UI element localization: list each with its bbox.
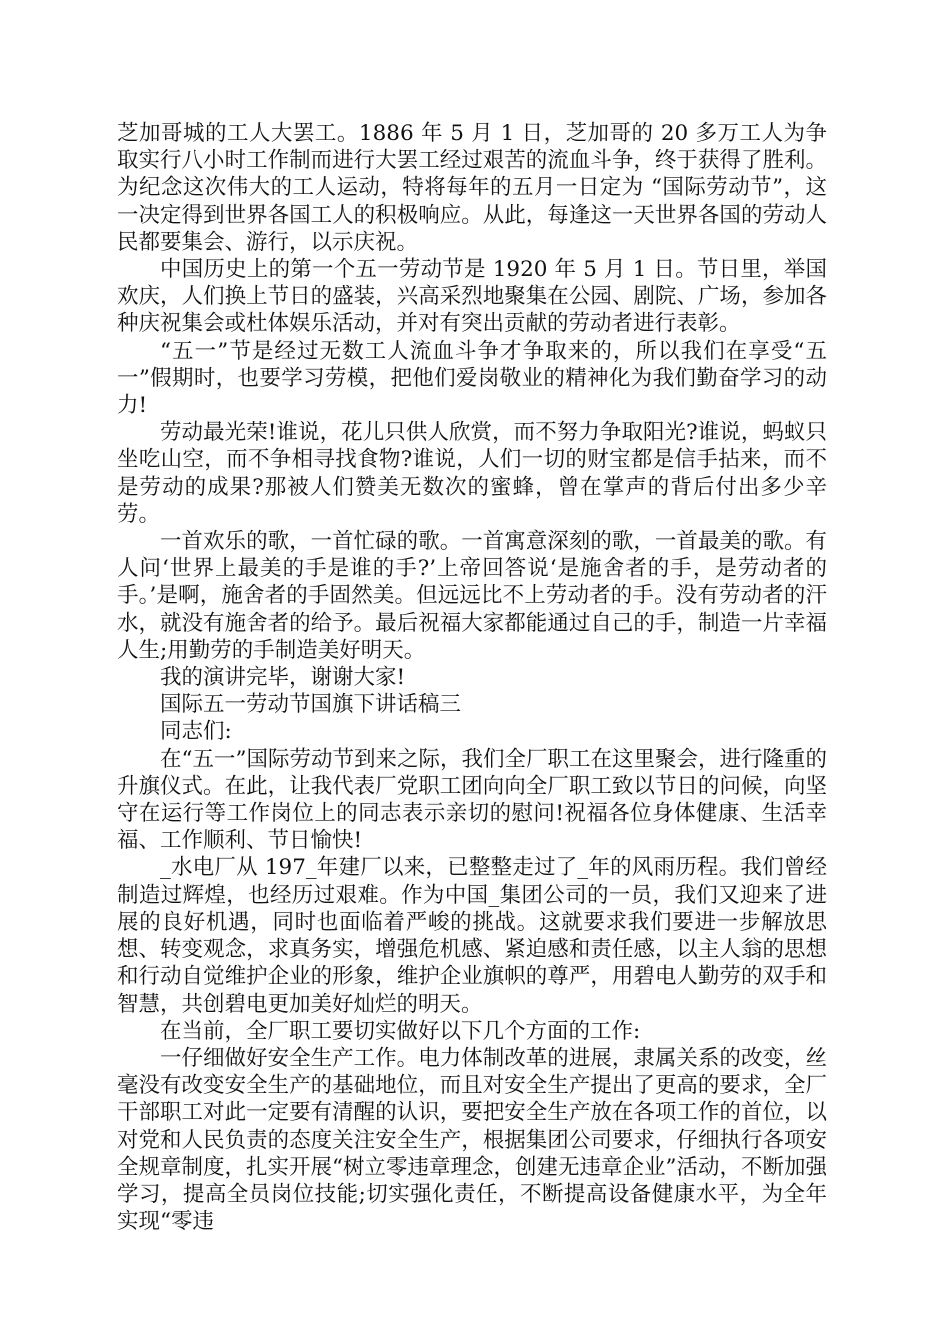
paragraph-song-of-labor: 一首欢乐的歌，一首忙碌的歌。一首寓意深刻的歌，一首最美的歌。有人问‘世界上最美的手是谁的手?’上帝回答说‘是施舍者的手，是劳动者的手。’是啊，施舍者的手固然美。但远远比不上劳动者的手。没有劳动者的汗水，就没有施舍者的给予。最后祝福大家都能通过自己的手，制造一片幸福人生;用勤劳的手制造美好明天。 — [117, 529, 827, 663]
document-page — [117, 120, 827, 1235]
paragraph-may-day-origin: 芝加哥城的工人大罢工。1886 年 5 月 1 日，芝加哥的 20 多万工人为争取实行八小时工作制而进行大罢工经过艰苦的流血斗争，终于获得了胜利。为纪念这次伟大的工人运动，特将每年的五月一日定为 “国际劳动节”，这一决定得到世界各国工人的积极响应。从此，每逢这一天世界各国的劳动人民都要集会、游行，以示庆祝。 — [117, 121, 827, 255]
paragraph-safety-production: 一仔细做好安全生产工作。电力体制改革的进展，隶属关系的改变，丝毫没有改变安全生产的基础地位，而且对安全生产提出了更高的要求，全厂干部职工对此一定要有清醒的认识，要把安全生产放在各项工作的首位，以对党和人民负责的态度关注安全生产，根据集团公司要求，仔细执行各项安全规章制度，扎实开展“树立零违章理念，创建无违章企业”活动，不断加强学习，提高全员岗位技能;切实强化责任，不断提高设备健康水平，为全年实现“零违 — [117, 1045, 827, 1235]
paragraph-first-may-day-china: 中国历史上的第一个五一劳动节是 1920 年 5 月 1 日。节日里，举国欢庆，人们换上节日的盛装，兴高采烈地聚集在公园、剧院、广场，参加各种庆祝集会或杜体娱乐活动，并对有突出贡献的劳动者进行表彰。 — [117, 257, 827, 337]
section-heading-speech-three: 国际五一劳动节国旗下讲话稿三 — [160, 692, 462, 718]
paragraph-current-tasks: 在当前，全厂职工要切实做好以下几个方面的工作: — [160, 1018, 641, 1044]
paragraph-plant-history: _水电厂从 197_年建厂以来，已整整走过了_年的风雨历程。我们曾经制造过辉煌，也经历过艰难。作为中国_集团公司的一员，我们又迎来了进展的良好机遇，同时也面临着严峻的挑战。这就要求我们要进一步解放思想、转变观念，求真务实，增强危机感、紧迫感和责任感，以主人翁的思想和行动自觉维护企业的形象，维护企业旗帜的尊严，用碧电人勤劳的双手和智慧，共创碧电更加美好灿烂的明天。 — [117, 855, 827, 1017]
salutation: 同志们: — [160, 719, 232, 745]
paragraph-learn-from-models: “五一”节是经过无数工人流血斗争才争取来的，所以我们在享受“五一”假期时，也要学习劳模，把他们爱岗敬业的精神化为我们勤奋学习的动力! — [117, 338, 827, 419]
paragraph-speech-end: 我的演讲完毕，谢谢大家! — [160, 665, 406, 691]
paragraph-flag-ceremony: 在“五一”国际劳动节到来之际，我们全厂职工在这里聚会，进行隆重的升旗仪式。在此，让我代表厂党职工团向向全厂职工致以节日的问候，向坚守在运行等工作岗位上的同志表示亲切的慰问!祝福各位身体健康、生活幸福、工作顺利、节日愉快! — [117, 746, 827, 854]
paragraph-labor-glorious: 劳动最光荣!谁说，花儿只供人欣赏，而不努力争取阳光?谁说，蚂蚁只坐吃山空，而不争相寻找食物?谁说，人们一切的财宝都是信手拈来，而不是劳动的成果?那被人们赞美无数次的蜜蜂，曾在掌声的背后付出多少辛劳。 — [117, 420, 827, 527]
